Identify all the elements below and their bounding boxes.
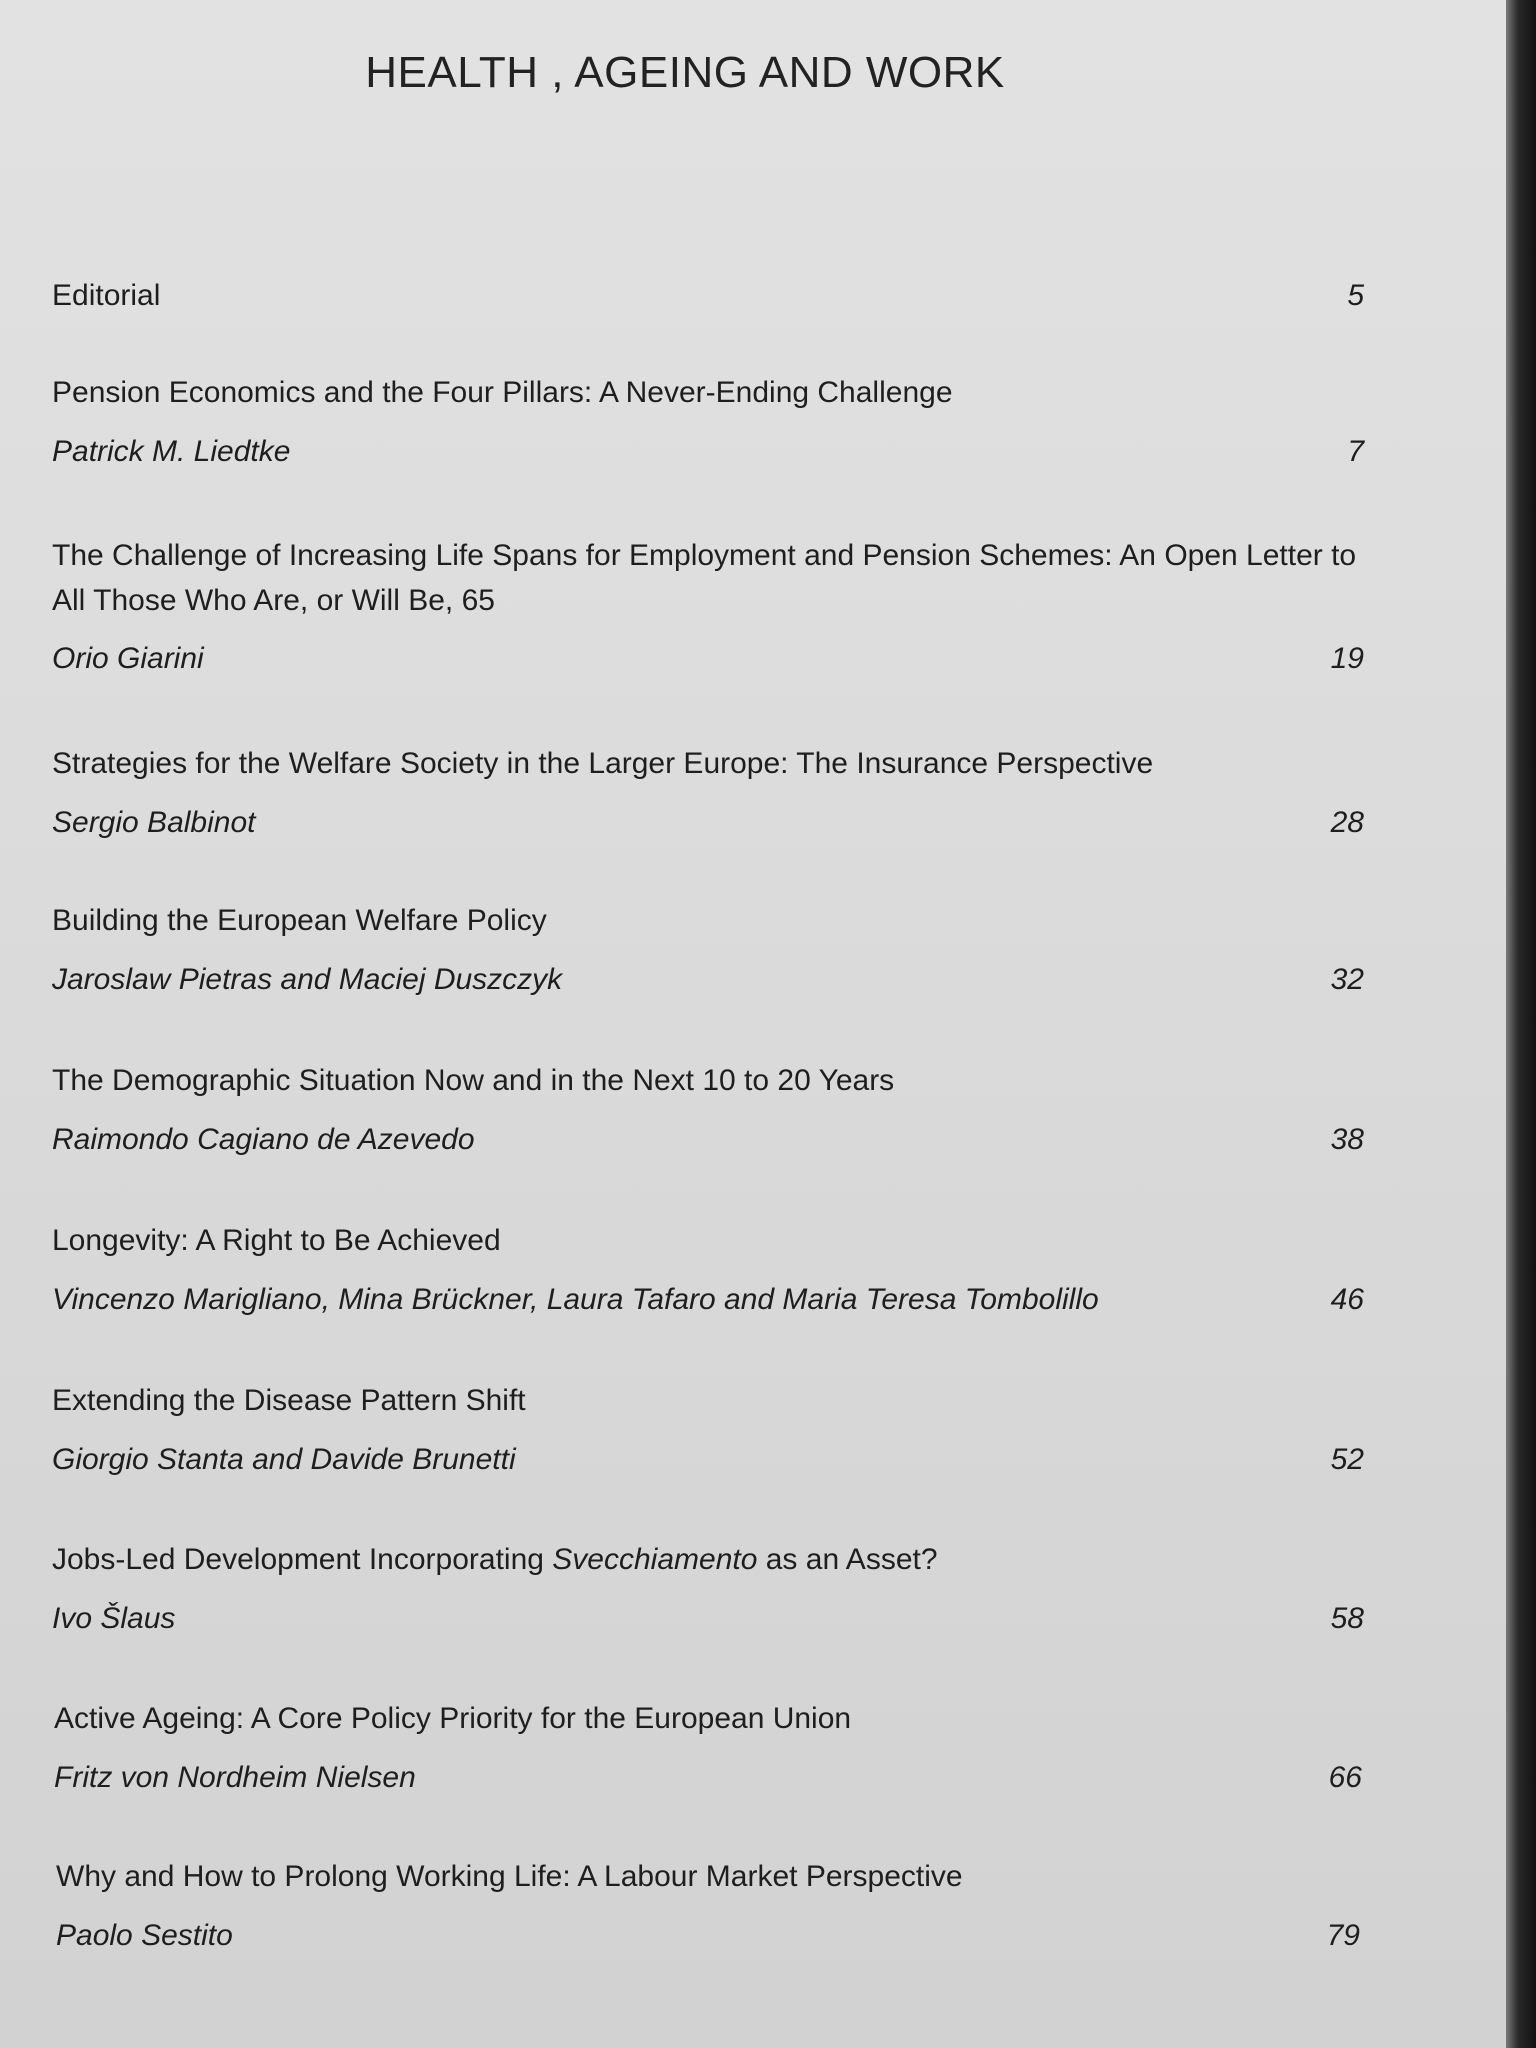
toc-entry-page: 46 [1330, 1283, 1364, 1316]
toc-entry [54, 1697, 1362, 1800]
toc-entry [52, 371, 1364, 474]
toc-entry-author: Orio Giarini [52, 642, 204, 675]
toc-entry-page: 79 [1326, 1919, 1360, 1952]
toc-entry-page: 52 [1330, 1443, 1364, 1476]
toc-entry-author: Paolo Sestito [56, 1919, 233, 1952]
toc-entry-title: Pension Economics and the Four Pillars: A Never-Ending Challenge [52, 376, 953, 409]
toc-entry-title-text: Jobs-Led Development Incorporating [52, 1543, 553, 1576]
toc-entry [56, 1855, 1360, 1958]
book-spine-shadow [1506, 0, 1536, 2048]
toc-entry-author: Sergio Balbinot [52, 806, 256, 839]
toc-entry-title [52, 1538, 1364, 1582]
toc-entry-title: The Demographic Situation Now and in the Next 10 to 20 Years [52, 1064, 895, 1097]
page-title: HEALTH , AGEING AND WORK [365, 48, 1005, 97]
toc-entry-editorial [52, 274, 1364, 318]
toc-entry-title-italic: Svecchiamento [552, 1543, 758, 1576]
toc-entry-author: Raimondo Cagiano de Azevedo [52, 1123, 475, 1156]
toc-entry-page: 58 [1330, 1602, 1364, 1635]
toc-entry-author: Fritz von Nordheim Nielsen [54, 1761, 416, 1794]
toc-entry-author: Patrick M. Liedtke [52, 435, 291, 468]
toc-entry-page: 32 [1330, 963, 1364, 996]
toc-entry-author: Giorgio Stanta and Davide Brunetti [52, 1443, 516, 1476]
toc-entry [52, 1538, 1364, 1641]
toc-entry-author: Jaroslaw Pietras and Maciej Duszczyk [52, 963, 563, 996]
toc-entry-author: Vincenzo Marigliano, Mina Brückner, Laura Tafaro and Maria Teresa Tombolillo [52, 1283, 1099, 1316]
toc-entry [52, 1059, 1364, 1162]
toc-entry-page: 19 [1330, 642, 1364, 675]
toc-entry-title: The Challenge of Increasing Life Spans for Employment and Pension Schemes: An Open Letter to All Those Who Are, or Will Be, 65 [52, 539, 1357, 617]
toc-entry-title: Strategies for the Welfare Society in the Larger Europe: The Insurance Perspective [52, 747, 1154, 780]
toc-entry-page: 7 [1347, 435, 1364, 468]
toc-entry-title-text: as an Asset? [757, 1543, 938, 1576]
toc-entry [52, 1219, 1364, 1322]
toc-entry [52, 533, 1364, 681]
toc-entry-title: Building the European Welfare Policy [52, 904, 547, 937]
toc-entry-title: Why and How to Prolong Working Life: A Labour Market Perspective [56, 1860, 963, 1893]
toc-entry-title: Longevity: A Right to Be Achieved [52, 1224, 501, 1257]
toc-entry [52, 1379, 1364, 1482]
toc-entry-title: Extending the Disease Pattern Shift [52, 1384, 526, 1417]
toc-entry-author: Ivo Šlaus [52, 1602, 176, 1635]
toc-entry-page: 28 [1330, 806, 1364, 839]
toc-entry-page: 38 [1330, 1123, 1364, 1156]
toc-entry-title: Editorial [52, 279, 161, 312]
toc-entry-page: 66 [1328, 1761, 1362, 1794]
toc-entry-title: Active Ageing: A Core Policy Priority for the European Union [54, 1702, 852, 1735]
toc-entry-page: 5 [1347, 279, 1364, 312]
toc-entry [52, 899, 1364, 1002]
toc-entry [52, 742, 1364, 845]
